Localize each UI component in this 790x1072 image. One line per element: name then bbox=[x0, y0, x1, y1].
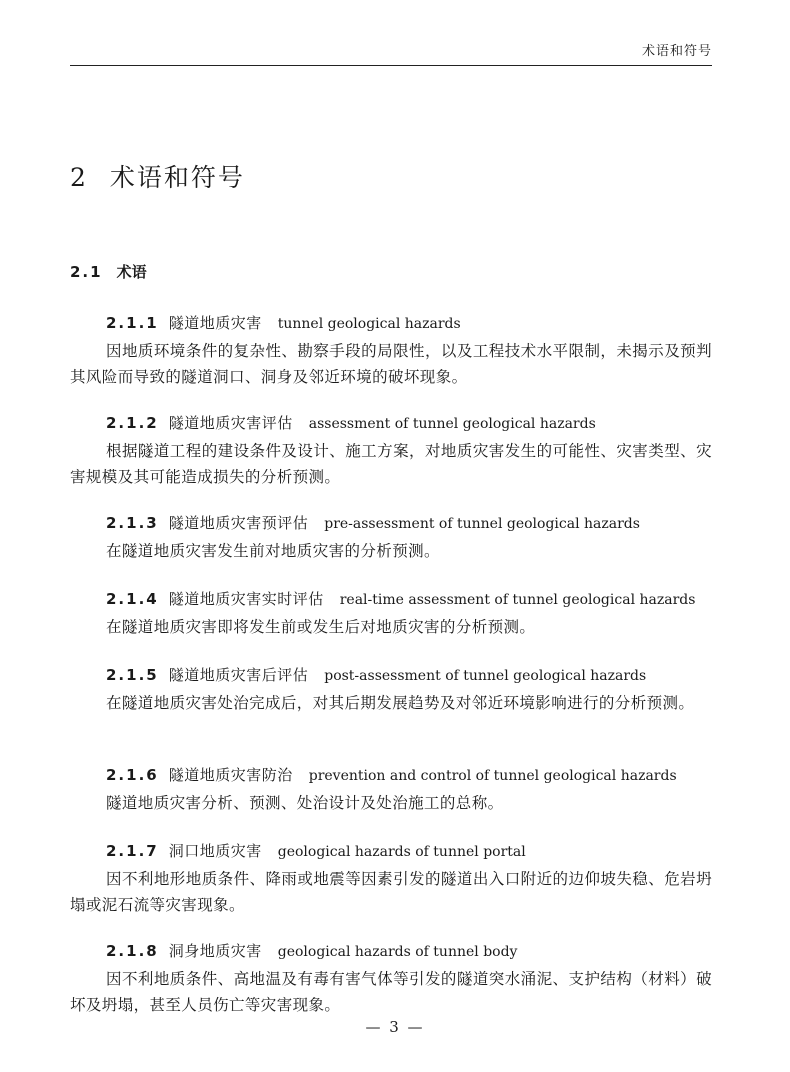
term-definition: 在隧道地质灾害即将发生前或发生后对地质灾害的分析预测。 bbox=[106, 618, 536, 636]
chapter-title bbox=[70, 158, 245, 194]
chapter-title-text: 术语和符号 bbox=[109, 163, 245, 192]
term-definition: 根据隧道工程的建设条件及设计、施工方案，对地质灾害发生的可能性、灾害类型、灾害规模及其可能造成损失的分析预测。 bbox=[70, 442, 712, 486]
term-chinese: 隧道地质灾害防治 bbox=[168, 766, 293, 784]
term-entry bbox=[70, 841, 712, 918]
term-definition: 隧道地质灾害分析、预测、处治设计及处治施工的总称。 bbox=[106, 794, 504, 812]
term-chinese: 洞身地质灾害 bbox=[168, 942, 262, 960]
term-heading bbox=[106, 513, 712, 534]
term-english: post-assessment of tunnel geological hazards bbox=[324, 668, 647, 684]
term-chinese: 隧道地质灾害实时评估 bbox=[168, 590, 324, 608]
header-rule bbox=[70, 65, 712, 66]
term-heading bbox=[106, 413, 712, 434]
term-chinese: 隧道地质灾害后评估 bbox=[168, 666, 309, 684]
term-chinese: 隧道地质灾害预评估 bbox=[168, 514, 309, 532]
term-number: 2.1.4 bbox=[106, 590, 159, 608]
running-header: 术语和符号 bbox=[641, 44, 712, 59]
term-definition: 因地质环境条件的复杂性、勘察手段的局限性，以及工程技术水平限制，未揭示及预判其风险而导致的隧道洞口、洞身及邻近环境的破坏现象。 bbox=[70, 342, 712, 386]
term-entry bbox=[70, 589, 712, 640]
term-number: 2.1.1 bbox=[106, 314, 159, 332]
term-entry bbox=[70, 513, 712, 564]
term-english: prevention and control of tunnel geological hazards bbox=[308, 768, 677, 784]
term-definition: 因不利地形地质条件、降雨或地震等因素引发的隧道出入口附近的边仰坡失稳、危岩坍塌或泥石流等灾害现象。 bbox=[70, 870, 712, 914]
term-english: geological hazards of tunnel body bbox=[277, 944, 518, 960]
term-english: pre-assessment of tunnel geological hazards bbox=[324, 516, 640, 532]
term-definition: 在隧道地质灾害处治完成后，对其后期发展趋势及对邻近环境影响进行的分析预测。 bbox=[106, 694, 695, 712]
term-english: real-time assessment of tunnel geological hazards bbox=[339, 592, 696, 608]
term-entry bbox=[70, 413, 712, 490]
term-heading bbox=[106, 313, 712, 334]
term-entry bbox=[70, 941, 712, 1018]
term-entry bbox=[70, 765, 712, 816]
term-number: 2.1.5 bbox=[106, 666, 159, 684]
term-entry bbox=[70, 665, 712, 716]
section-heading bbox=[70, 261, 147, 282]
term-definition: 因不利地质条件、高地温及有毒有害气体等引发的隧道突水涌泥、支护结构（材料）破坏及坍塌，甚至人员伤亡等灾害现象。 bbox=[70, 970, 712, 1014]
term-heading bbox=[106, 765, 712, 786]
term-number: 2.1.6 bbox=[106, 766, 159, 784]
term-number: 2.1.3 bbox=[106, 514, 159, 532]
section-title: 术语 bbox=[116, 263, 147, 281]
term-number: 2.1.7 bbox=[106, 842, 159, 860]
term-heading bbox=[106, 841, 712, 862]
term-english: assessment of tunnel geological hazards bbox=[308, 416, 596, 432]
term-english: geological hazards of tunnel portal bbox=[277, 844, 526, 860]
term-heading bbox=[106, 941, 712, 962]
term-entry bbox=[70, 313, 712, 390]
term-heading bbox=[106, 589, 712, 610]
term-number: 2.1.2 bbox=[106, 414, 159, 432]
term-heading bbox=[106, 665, 712, 686]
page-number: — 3 — bbox=[365, 1018, 425, 1036]
term-english: tunnel geological hazards bbox=[277, 316, 461, 332]
term-number: 2.1.8 bbox=[106, 942, 159, 960]
term-chinese: 隧道地质灾害评估 bbox=[168, 414, 293, 432]
term-chinese: 洞口地质灾害 bbox=[168, 842, 262, 860]
term-definition: 在隧道地质灾害发生前对地质灾害的分析预测。 bbox=[106, 542, 440, 560]
term-chinese: 隧道地质灾害 bbox=[168, 314, 262, 332]
section-number: 2.1 bbox=[70, 263, 103, 281]
chapter-number: 2 bbox=[70, 163, 88, 192]
